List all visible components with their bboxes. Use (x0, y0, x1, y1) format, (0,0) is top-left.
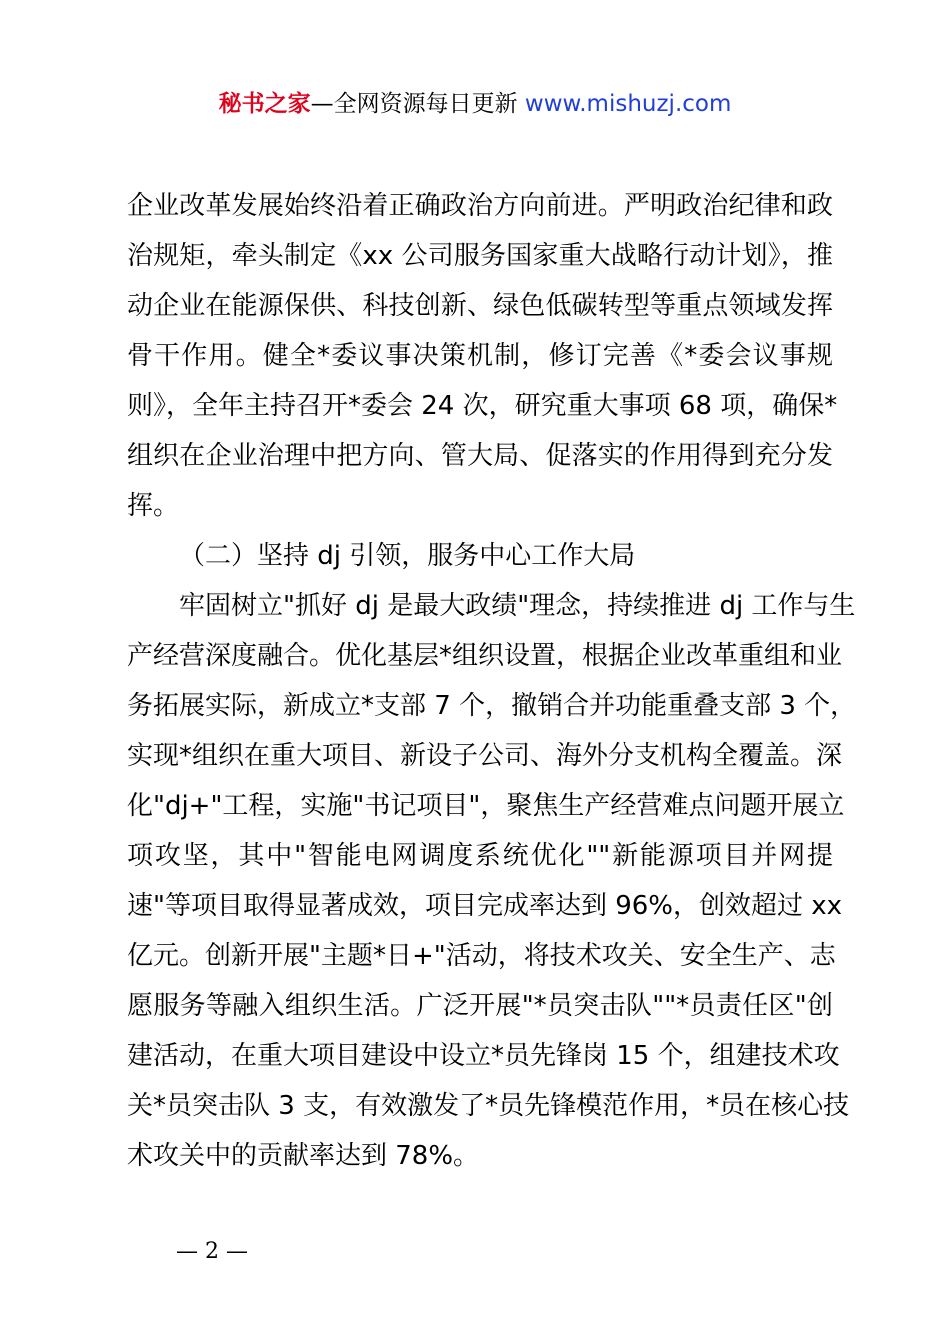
text-line: 愿服务等融入组织生活。广泛开展"*员突击队""*员责任区"创 (127, 991, 833, 1021)
site-header (0, 88, 950, 120)
page-number: — 2 — (176, 1239, 248, 1264)
section-heading (127, 531, 833, 581)
text-line: 速"等项目取得显著成效，项目完成率达到 96%，创效超过 xx (127, 891, 843, 921)
site-url[interactable]: www.mishuzj.com (524, 91, 732, 117)
text-line: 企业改革发展始终沿着正确政治方向前进。严明政治纪律和政 (127, 191, 833, 221)
text-line: 化"dj+"工程，实施"书记项目"，聚焦生产经营难点问题开展立 (127, 791, 845, 821)
text-line: 建活动，在重大项目建设中设立*员先锋岗 15 个，组建技术攻 (127, 1041, 840, 1071)
text-line: 项攻坚，其中"智能电网调度系统优化""新能源项目并网提 (127, 841, 833, 871)
text-line: 则》，全年主持召开*委会 24 次，研究重大事项 68 项，确保* (127, 391, 838, 421)
text-line: 挥。 (127, 491, 180, 521)
paragraph (127, 581, 857, 1181)
text-line: 务拓展实际，新成立*支部 7 个，撤销合并功能重叠支部 3 个， (127, 691, 857, 721)
text-line: 实现*组织在重大项目、新设子公司、海外分支机构全覆盖。深 (127, 741, 843, 771)
text-line: 牢固树立"抓好 dj 是最大政绩"理念，持续推进 dj 工作与生 (179, 591, 856, 621)
text-line: 治规矩，牵头制定《xx 公司服务国家重大战略行动计划》，推 (127, 241, 833, 271)
text-line: 亿元。创新开展"主题*日+"活动，将技术攻关、安全生产、志 (127, 941, 836, 971)
text-line: 骨干作用。健全*委议事决策机制，修订完善《*委会议事规 (127, 341, 833, 371)
text-line: 产经营深度融合。优化基层*组织设置，根据企业改革重组和业 (127, 641, 843, 671)
header-tagline: —全网资源每日更新 (310, 91, 525, 117)
text-line: 组织在企业治理中把方向、管大局、促落实的作用得到充分发 (127, 441, 833, 471)
paragraph (127, 181, 838, 531)
text-line: 动企业在能源保供、科技创新、绿色低碳转型等重点领域发挥 (127, 291, 833, 321)
text-line: 术攻关中的贡献率达到 78%。 (127, 1141, 480, 1171)
text-line: 关*员突击队 3 支，有效激发了*员先锋模范作用，*员在核心技 (127, 1091, 850, 1121)
brand-name: 秘书之家 (218, 91, 311, 117)
heading-line: （二）坚持 dj 引领，服务中心工作大局 (179, 541, 636, 571)
document-body (127, 181, 857, 1181)
